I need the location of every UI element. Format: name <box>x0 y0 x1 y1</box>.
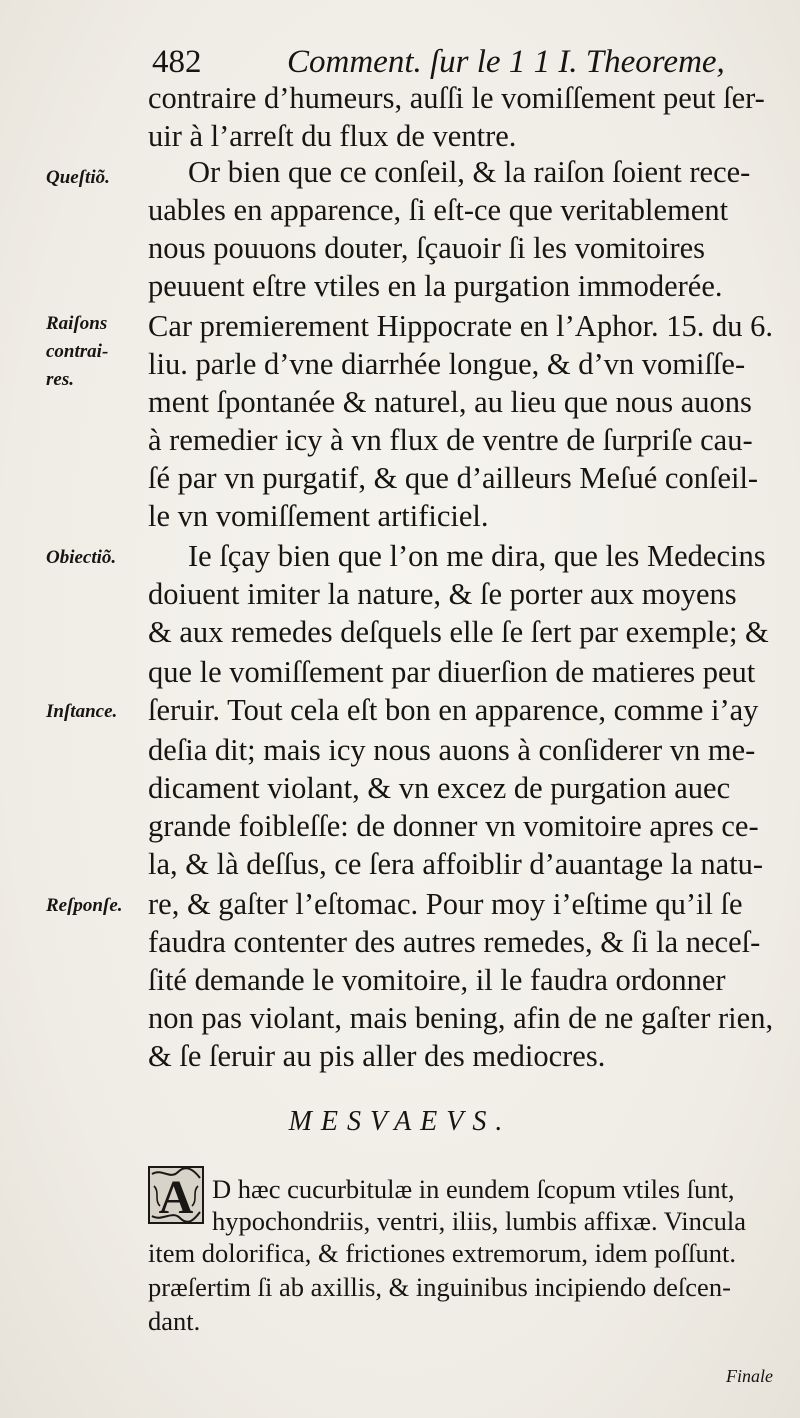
text-line: re, & gaſter l’eſtomac. Pour moy i’eſtime qu’il ſe <box>148 887 743 921</box>
latin-line: hypochondriis, ventri, iliis, lumbis affixæ. Vincula <box>212 1206 747 1236</box>
text-line: ment ſpontanée & naturel, au lieu que nous auons <box>148 385 752 419</box>
text-line: liu. parle d’vne diarrhée longue, & d’vn vomiſſe- <box>148 347 746 381</box>
text-line: contraire d’humeurs, auſſi le vomiſſement peut ſer- <box>148 81 765 115</box>
text-line: grande foibleſſe: de donner vn vomitoire apres ce- <box>148 809 759 843</box>
latin-line: item dolorifica, & frictiones extremorum, idem poſſunt. <box>148 1238 737 1268</box>
text-line: non pas violant, mais bening, afin de ne gaſter rien, <box>148 1001 774 1035</box>
text-line: nous pouuons douter, ſçauoir ſi les vomitoires <box>148 231 706 265</box>
latin-line: dant. <box>148 1306 201 1336</box>
latin-line: D hæc cucurbitulæ in eundem ſcopum vtiles ſunt, <box>212 1174 735 1204</box>
text-line: Ie ſçay bien que l’on me dira, que les Medecins <box>188 539 766 573</box>
text-line: & ſe ſeruir au pis aller des mediocres. <box>148 1039 606 1073</box>
latin-line: præſertim ſi ab axillis, & inguinibus incipiendo deſcen- <box>148 1272 731 1302</box>
catchword: Finale <box>726 1366 773 1386</box>
text-line: Or bien que ce conſeil, & la raiſon ſoient rece- <box>188 155 751 189</box>
ornament-initial-icon <box>148 1166 204 1224</box>
text-line: uir à l’arreſt du flux de ventre. <box>148 119 517 153</box>
margin-note: Raiſons <box>46 313 108 334</box>
page-number: 482 <box>152 44 202 80</box>
decorated-initial <box>148 1166 204 1224</box>
text-line: ſé par vn purgatif, & que d’ailleurs Meſué conſeil- <box>148 461 759 495</box>
margin-note: Queſtiõ. <box>46 167 110 188</box>
running-title: Comment. ſur le 1 1 I. Theoreme, <box>287 44 725 80</box>
text-line: la, & là deſſus, ce ſera affoiblir d’auantage la natu- <box>148 847 764 881</box>
text-line: doiuent imiter la nature, & ſe porter aux moyens <box>148 577 737 611</box>
text-line: ſité demande le vomitoire, il le faudra ordonner <box>148 963 726 997</box>
text-line: peuuent eſtre vtiles en la purgation immoderée. <box>148 269 723 303</box>
text-line: ſeruir. Tout cela eſt bon en apparence, comme i’ay <box>148 693 759 727</box>
text-line: à remedier icy à vn flux de ventre de ſurpriſe cau- <box>148 423 753 457</box>
margin-note: res. <box>46 369 74 390</box>
svg-text:A: A <box>158 1171 194 1224</box>
margin-note: Inſtance. <box>46 701 118 722</box>
text-line: uables en apparence, ſi eſt-ce que veritablement <box>148 193 729 227</box>
text-line: deſia dit; mais icy nous auons à conſiderer vn me- <box>148 733 756 767</box>
margin-note: Obiectiõ. <box>46 547 117 568</box>
text-line: dicament violant, & vn excez de purgation auec <box>148 771 731 805</box>
margin-note: Reſponſe. <box>46 895 123 916</box>
text-line: le vn vomiſſement artificiel. <box>148 499 489 533</box>
margin-note: contrai- <box>46 341 109 362</box>
section-title: MESVAEVS. <box>288 1106 512 1137</box>
text-line: Car premierement Hippocrate en l’Aphor. 15. du 6. <box>148 309 774 343</box>
text-line: faudra contenter des autres remedes, & ſi la neceſ- <box>148 925 761 959</box>
text-line: & aux remedes deſquels elle ſe ſert par exemple; & <box>148 615 769 649</box>
text-line: que le vomiſſement par diuerſion de matieres peut <box>148 655 756 689</box>
